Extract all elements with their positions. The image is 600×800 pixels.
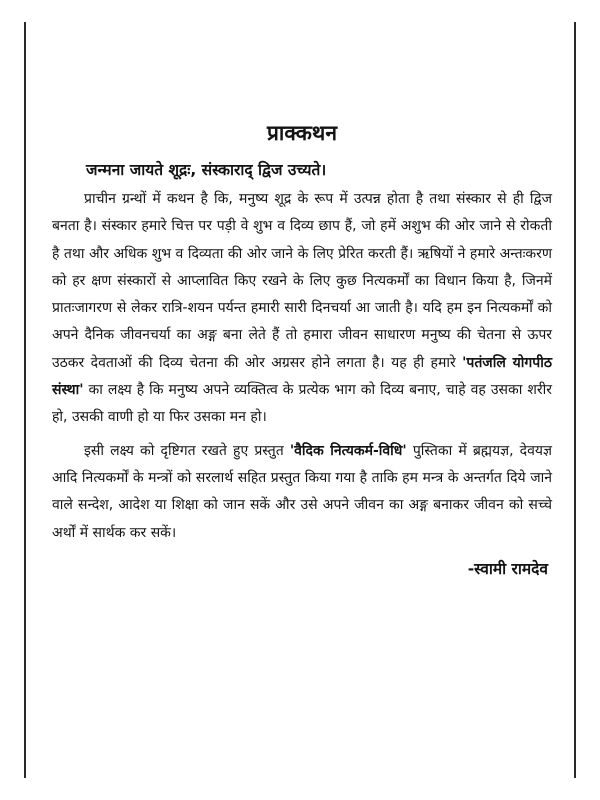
book-title: 'वैदिक नित्यकर्म-विधि' xyxy=(289,442,407,459)
paragraph-1-text-b: का लक्ष्य है कि मनुष्य अपने व्यक्तित्व के प्रत्येक भाग को दिव्य बनाए, चाहे वह उसका शरीर हो, उसकी वाणी हो या फिर उसका मन हो। xyxy=(52,382,552,426)
paragraph-1 xyxy=(52,186,552,432)
author-signature: -स्वामी रामदेव xyxy=(467,559,548,578)
page-title: प्राक्कथन xyxy=(266,121,338,145)
paragraph-2-text-b: पुस्तिका में ब्रह्मयज्ञ, देवयज्ञ आदि नित्यकर्मों के मन्त्रों को सरलार्थ सहित प्रस्तुत किया गया है ताकि हम मन्त्र के अन्तर्गत दिये जाने वाले सन्देश, आदेश या शिक्षा को जान सकें और उसे अपने जीवन का अङ्ग बनाकर जीवन को सच्चे अर्थों में सार्थक कर सकें। xyxy=(52,442,552,541)
epigraph: जन्मना जायते शूद्रः, संस्काराद् द्विज उच्यते। xyxy=(86,161,327,179)
document-body xyxy=(52,118,552,583)
paragraph-2 xyxy=(52,438,552,547)
organization-name: 'पतंजलि योगपीठ संस्था' xyxy=(52,354,552,399)
paragraph-1-text-a: प्राचीन ग्रन्थों में कथन है कि, मनुष्य शूद्र के रूप में उत्पन्न होता है तथा संस्कार से ही द्विज बनता है। संस्कार हमारे चित्त पर पड़ी वे शुभ व दिव्य छाप हैं, जो हमें अशुभ की ओर जाने से रोकती है तथा और अधिक शुभ व दिव्यता की ओर जाने के लिए प्रेरित करती हैं। ऋषियों ने हमारे अन्तःकरण को हर क्षण संस्कारों से आप्लावित किए रखने के लिए कुछ नित्यकर्मों का विधान किया है, जिनमें प्रातःजागरण से लेकर रात्रि-शयन पर्यन्त हमारी सारी दिनचर्या आ जाती है। यदि हम इन नित्यकर्मों को अपने दैनिक जीवनचर्या का अङ्ग बना लेते हैं तो हमारा जीवन साधारण मनुष्य की चेतना से ऊपर उठकर देवताओं की दिव्य चेतना की ओर अग्रसर होने लगता है। यह ही हमारे xyxy=(52,191,552,371)
paragraph-2-text-a: इसी लक्ष्य को दृष्टिगत रखते हुए प्रस्तुत xyxy=(84,442,290,459)
